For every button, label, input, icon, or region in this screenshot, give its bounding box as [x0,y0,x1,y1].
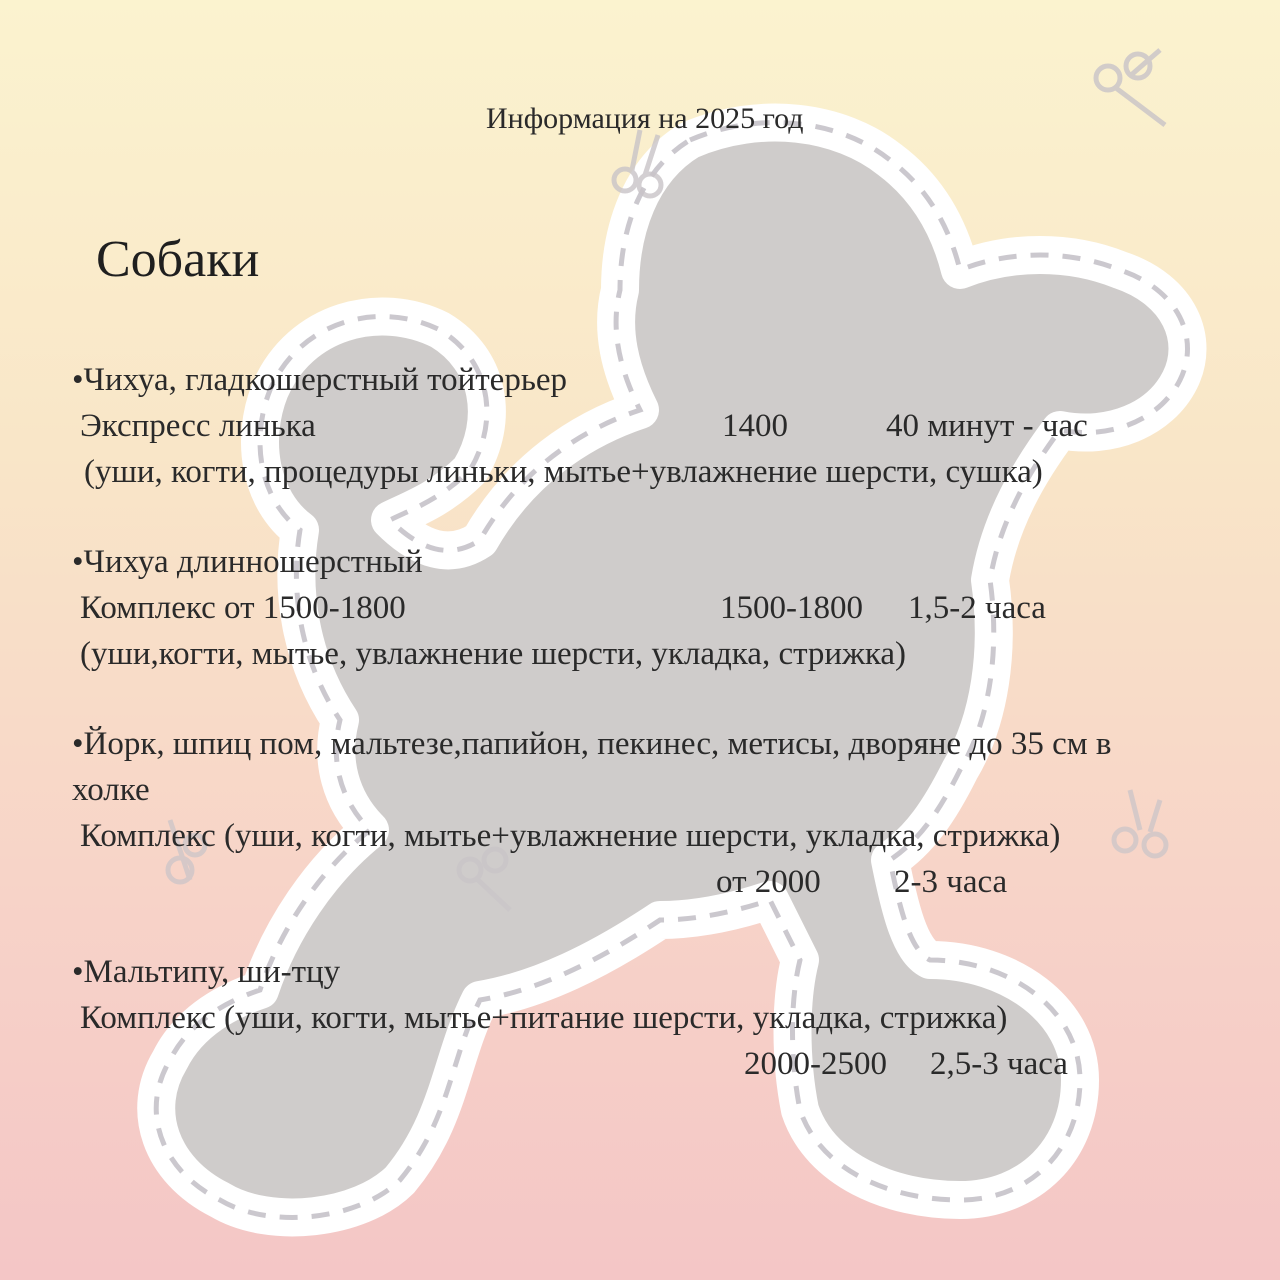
service-duration: 40 минут - час [886,408,1088,444]
service-price: 2000-2500 [744,1046,887,1082]
section-heading: •Чихуа длинношерстный [72,544,423,580]
service-name: Комплекс (уши, когти, мытье+увлажнение шерсти, укладка, стрижка) [80,818,1061,854]
section-heading: •Мальтипу, ши-тцу [72,954,341,990]
service-duration: 2-3 часа [894,864,1008,900]
service-name: Экспресс линька [80,408,316,444]
service-price: от 2000 [716,864,821,900]
section-heading: •Чихуа, гладкошерстный тойтерьер [72,362,568,398]
page-title: Собаки [96,231,260,288]
section-heading-continued: холке [72,772,150,808]
section-heading: •Йорк, шпиц пом, мальтезе,папийон, пекинес, метисы, дворяне до 35 см в [72,726,1112,762]
service-name: Комплекс (уши, когти, мытье+питание шерсти, укладка, стрижка) [80,1000,1008,1036]
service-name: Комплекс от 1500-1800 [80,590,406,626]
service-price: 1400 [722,408,788,444]
service-price: 1500-1800 [720,590,863,626]
service-details: (уши, когти, процедуры линьки, мытье+увлажнение шерсти, сушка) [84,454,1043,490]
service-details: (уши,когти, мытье, увлажнение шерсти, укладка, стрижка) [80,636,907,672]
service-duration: 1,5-2 часа [908,590,1046,626]
scissors-icon [1114,790,1166,856]
scissors-icon [1096,50,1165,125]
service-duration: 2,5-3 часа [930,1046,1068,1082]
info-year-line: Информация на 2025 год [486,102,804,135]
